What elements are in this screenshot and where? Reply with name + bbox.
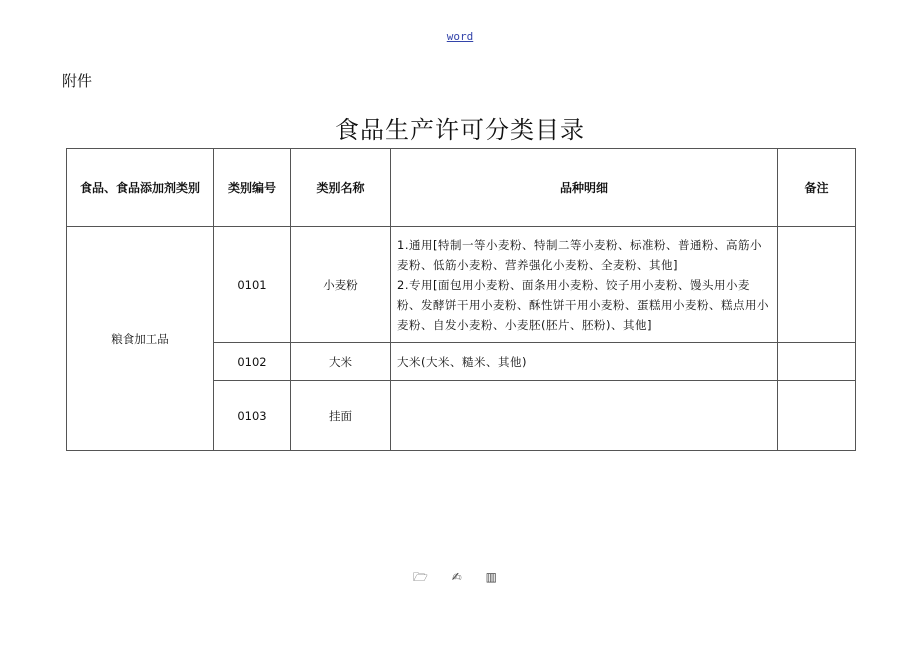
name-cell: 大米 [291,343,391,381]
link-icon: ✍ [451,570,472,584]
header-code: 类别编号 [214,149,291,227]
remark-cell [778,343,856,381]
header-name: 类别名称 [291,149,391,227]
detail-cell: 大米(大米、糙米、其他) [391,343,778,381]
name-cell: 小麦粉 [291,227,391,343]
header-word-link[interactable]: word [446,30,474,43]
name-cell: 挂面 [291,381,391,451]
header-detail: 品种明细 [391,149,778,227]
code-cell: 0102 [214,343,291,381]
catalog-table [66,148,856,451]
code-cell: 0101 [214,227,291,343]
book-icon: ▥ [485,570,507,584]
table-row [67,227,856,343]
footer-icons [0,568,920,589]
category-cell: 粮食加工品 [67,227,214,451]
header-category: 食品、食品添加剂类别 [67,149,214,227]
detail-cell [391,381,778,451]
code-cell: 0103 [214,381,291,451]
detail-cell: 1.通用[特制一等小麦粉、特制二等小麦粉、标准粉、普通粉、高筋小麦粉、低筋小麦粉、营养强化小麦粉、全麦粉、其他] 2.专用[面包用小麦粉、面条用小麦粉、饺子用小麦粉、馒头用小麦粉、发酵饼干用小麦粉、酥性饼干用小麦粉、蛋糕用小麦粉、糕点用小麦粉、自发小麦粉、小麦胚(胚片、胚粉)、其他] [391,227,778,343]
folder-icon: 🗁 [413,570,438,584]
remark-cell [778,381,856,451]
attachment-label: 附件 [62,72,93,90]
table-header-row [67,149,856,227]
header-remark: 备注 [778,149,856,227]
remark-cell [778,227,856,343]
page-title: 食品生产许可分类目录 [335,116,585,144]
